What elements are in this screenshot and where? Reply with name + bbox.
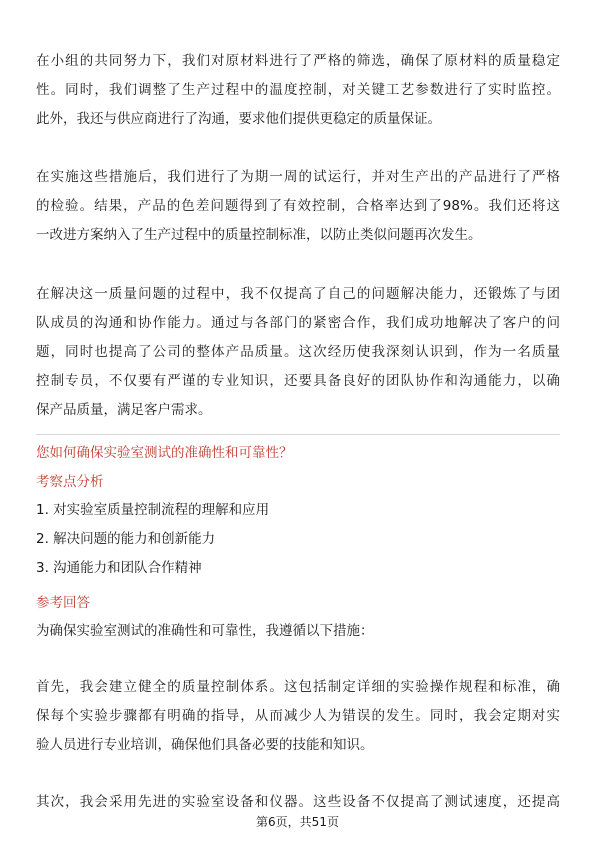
text-line: 性。同时，我们调整了生产过程中的温度控制，对关键工艺参数进行了实时监控。 [36, 82, 560, 98]
text-line: 保产品质量，满足客户需求。 [36, 402, 212, 418]
analysis-heading: 考察点分析 [36, 474, 104, 490]
text-line: 在解决这一质量问题的过程中，我不仅提高了自己的问题解决能力，还锻炼了与团 [36, 286, 560, 302]
text-line: 一改进方案纳入了生产过程中的质量控制标准，以防止类似问题再次发生。 [36, 227, 482, 243]
analysis-item: 3. 沟通能力和团队合作精神 [36, 560, 202, 576]
text-line: 其次，我会采用先进的实验室设备和仪器。这些设备不仅提高了测试速度，还提高 [36, 794, 560, 810]
text-line: 为确保实验室测试的准确性和可靠性，我遵循以下措施： [36, 623, 374, 639]
question-title: 您如何确保实验室测试的准确性和可靠性？ [36, 445, 293, 461]
text-line: 此外，我还与供应商进行了沟通，要求他们提供更稳定的质量保证。 [36, 111, 441, 127]
text-line: 在小组的共同努力下，我们对原材料进行了严格的筛选，确保了原材料的质量稳定 [36, 53, 560, 69]
text-line: 保每个实验步骤都有明确的指导，从而减少人为错误的发生。同时，我会定期对实 [36, 708, 560, 724]
text-line: 在实施这些措施后，我们进行了为期一周的试运行，并对生产出的产品进行了严格 [36, 169, 560, 185]
text-line: 队成员的沟通和协作能力。通过与各部门的紧密合作，我们成功地解决了客户的问 [36, 315, 560, 331]
text-line: 的检验。结果，产品的色差问题得到了有效控制，合格率达到了98%。我们还将这 [36, 198, 560, 214]
body-paragraph-2 [36, 163, 560, 250]
answer-heading: 参考回答 [36, 595, 90, 611]
text-line: 首先，我会建立健全的质量控制体系。这包括制定详细的实验操作规程和标准，确 [36, 679, 560, 695]
analysis-item: 1. 对实验室质量控制流程的理解和应用 [36, 502, 270, 518]
analysis-item: 2. 解决问题的能力和创新能力 [36, 531, 216, 547]
text-line: 题，同时也提高了公司的整体产品质量。这次经历使我深刻认识到，作为一名质量 [36, 344, 560, 360]
text-line: 验人员进行专业培训，确保他们具备必要的技能和知识。 [36, 737, 374, 753]
section-divider [36, 434, 560, 435]
body-paragraph-1 [36, 47, 560, 134]
page-number: 第6页，共51页 [256, 815, 339, 829]
answer-paragraph-1 [36, 673, 560, 760]
text-line: 控制专员，不仅要有严谨的专业知识，还要具备良好的团队协作和沟通能力，以确 [36, 373, 560, 389]
answer-intro [36, 617, 560, 646]
body-paragraph-3 [36, 280, 560, 425]
